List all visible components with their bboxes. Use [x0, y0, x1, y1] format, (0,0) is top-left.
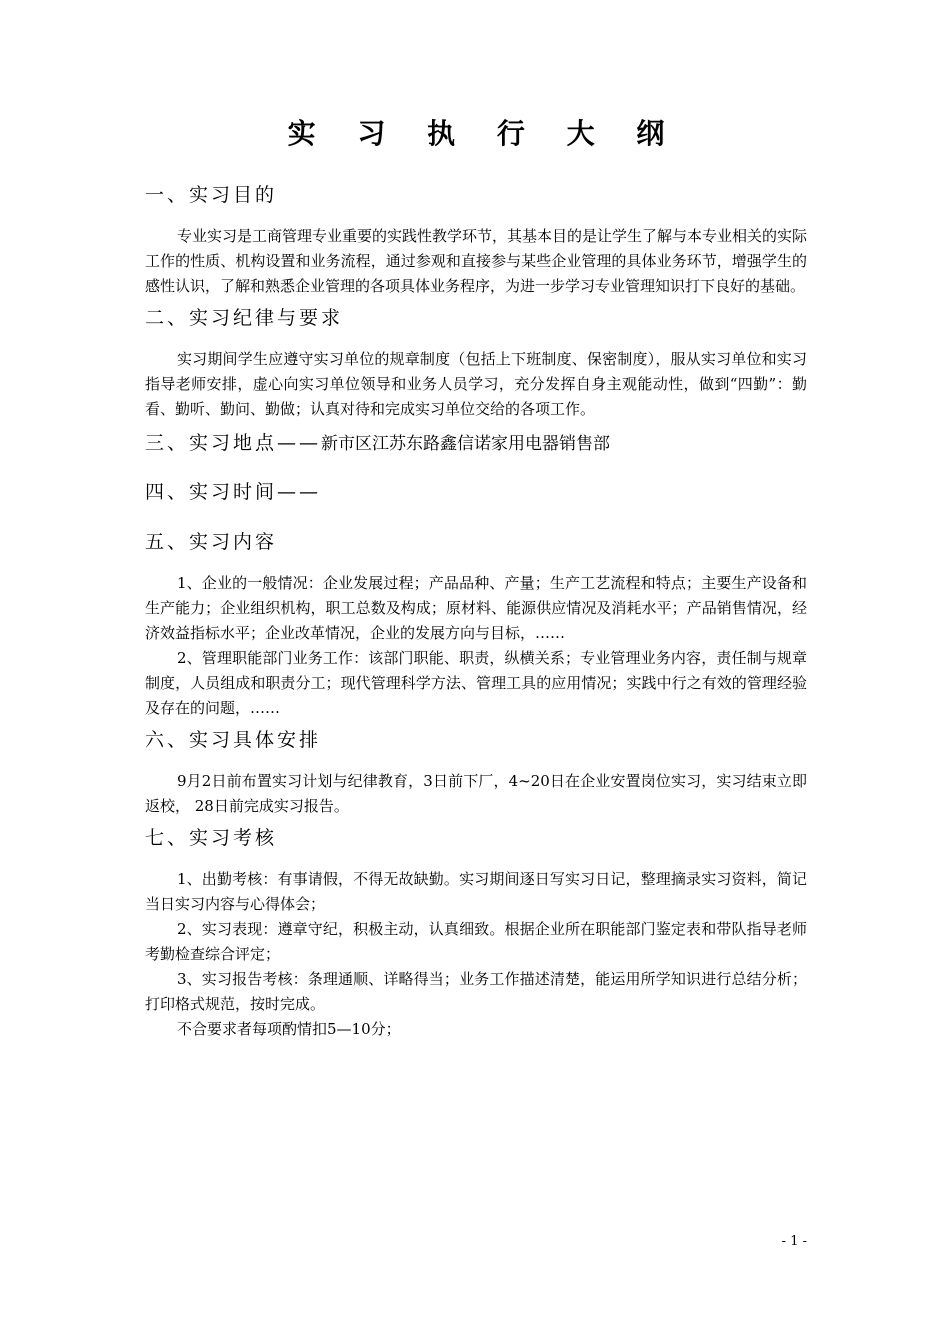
paragraph: 专业实习是工商管理专业重要的实践性教学环节，其基本目的是让学生了解与本专业相关的实际工作的性质、机构设置和业务流程，通过参观和直接参与某些企业管理的具体业务环节，增强学生的感性认识，了解和熟悉企业管理的各项具体业务程序，为进一步学习专业管理知识打下良好的基础。: [145, 227, 808, 295]
paragraph: 不合要求者每项酌情扣5—10分；: [177, 1020, 401, 1038]
document-page: [145, 100, 807, 1042]
paragraph: 3、实习报告考核：条理通顺、详略得当；业务工作描述清楚，能运用所学知识进行总结分析；打印格式规范，按时完成。: [145, 970, 807, 1013]
paragraph: 1、企业的一般情况：企业发展过程；产品品种、产量；生产工艺流程和特点；主要生产设备和生产能力；企业组织机构，职工总数及构成；原材料、能源供应情况及消耗水平；产品销售情况，经济效益指标水平；企业改革情况，企业的发展方向与目标，……: [145, 574, 807, 642]
section-content: [145, 529, 807, 721]
document-title: 实 习 执 行 大 纲: [287, 117, 681, 150]
section-heading: 七、实习考核: [145, 827, 278, 849]
section-heading: 五、实习内容: [145, 531, 278, 553]
section-time: [145, 479, 807, 505]
paragraph: 实习期间学生应遵守实习单位的规章制度（包括上下班制度、保密制度），服从实习单位和实习指导老师安排，虚心向实习单位领导和业务人员学习，充分发挥自身主观能动性，做到“四勤”：勤看、勤听、勤问、勤做；认真对待和完成实习单位交给的各项工作。: [145, 350, 807, 418]
section-heading-label: 三、实习地点——: [145, 432, 322, 454]
paragraph: 9月2日前布置实习计划与纪律教育，3日前下厂，4~20日在企业安置岗位实习，实习结束立即返校， 28日前完成实习报告。: [145, 772, 807, 815]
paragraph: 2、管理职能部门业务工作：该部门职能、职责，纵横关系；专业管理业务内容，责任制与规章制度，人员组成和职责分工；现代管理科学方法、管理工具的应用情况；实践中行之有效的管理经验及存在的问题，……: [145, 649, 807, 717]
paragraph: 1、出勤考核：有事请假，不得无故缺勤。实习期间逐日写实习日记，整理摘录实习资料，简记当日实习内容与心得体会；: [145, 870, 807, 913]
page-number: - 1 -: [781, 1234, 807, 1249]
section-location: [145, 430, 807, 457]
paragraph: 2、实习表现：遵章守纪，积极主动，认真细致。根据企业所在职能部门鉴定表和带队指导老师考勤检查综合评定；: [145, 920, 807, 963]
section-discipline: [145, 305, 807, 422]
location-value: 新市区江苏东路鑫信诺家用电器销售部: [321, 434, 611, 454]
section-heading: 二、实习纪律与要求: [145, 307, 344, 329]
section-heading: [145, 430, 807, 457]
section-heading: 一、实习目的: [145, 184, 278, 206]
section-assessment: [145, 825, 807, 1042]
section-heading: 四、实习时间——: [145, 481, 322, 503]
section-schedule: [145, 727, 807, 819]
section-purpose: [145, 182, 807, 299]
section-heading: 六、实习具体安排: [145, 729, 322, 751]
